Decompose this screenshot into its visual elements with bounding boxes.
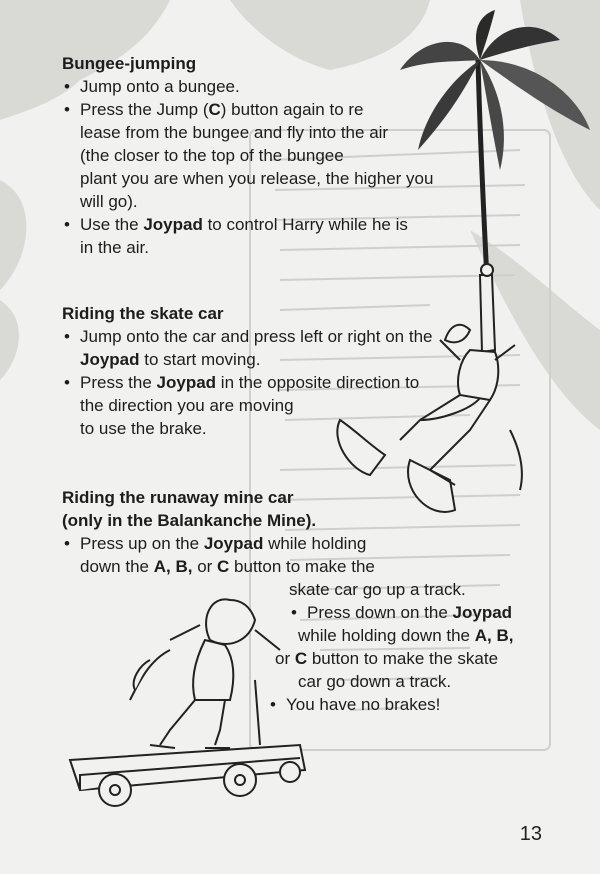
skate-b2-text-b: in the opposite direction to <box>216 373 420 392</box>
mine-b1-l2-b: or <box>192 557 218 576</box>
skate-b2-text: Press the <box>80 373 157 392</box>
skate-bullet-1: • Jump onto the car and press left or right on the <box>62 325 482 348</box>
bungee-b2-text-b: ) button again to re <box>220 100 364 119</box>
bungee-heading: Bungee-jumping <box>62 54 197 73</box>
skate-b2-line3: to use the brake. <box>80 419 207 438</box>
skate-heading: Riding the skate car <box>62 304 224 323</box>
bungee-bullet-1: • Jump onto a bungee. <box>62 75 462 98</box>
mine-bullet-2 <box>289 601 542 624</box>
bungee-b3-text: Use the <box>80 215 144 234</box>
mine-b2-text: Press down on the <box>307 603 453 622</box>
mine-section <box>62 486 542 716</box>
mine-b2-line2 <box>62 624 542 647</box>
bungee-b2-text: Press the Jump ( <box>80 100 209 119</box>
bungee-b3-key: Joypad <box>143 215 203 234</box>
bungee-bullet-2 <box>62 98 462 121</box>
skate-section <box>62 302 482 440</box>
mine-heading-2: (only in the Balankanche Mine). <box>62 511 317 530</box>
mine-b1-l2-key2: C <box>217 557 230 576</box>
mine-b2-l2-a: while holding down the <box>298 626 475 645</box>
mine-b2-l3-a: or <box>275 649 295 668</box>
mine-b1-l2-key1: A, B, <box>153 557 193 576</box>
bungee-bullet-3 <box>62 213 462 236</box>
mine-b2-l3-key: C <box>294 649 308 668</box>
mine-b1-l2-a: down the <box>80 557 154 576</box>
mine-heading-1: Riding the runaway mine car <box>62 488 294 507</box>
mine-b2-line3 <box>62 647 542 670</box>
mine-b2-key: Joypad <box>452 603 513 622</box>
skate-bullet-2 <box>62 371 482 394</box>
page-number: 13 <box>519 823 542 845</box>
bungee-b3-text-b: to control Harry while he is <box>202 215 408 234</box>
mine-bullet-1 <box>62 532 542 555</box>
bungee-b3-line2: in the air. <box>80 238 149 257</box>
bungee-b2-line2: lease from the bungee and fly into the air <box>80 123 389 142</box>
mine-b1-line2 <box>62 555 542 578</box>
mine-b1-text-b: while holding <box>263 534 367 553</box>
mine-b1-key: Joypad <box>203 534 264 553</box>
skate-b1-text: to start moving. <box>139 350 261 369</box>
mine-bullet-3: • You have no brakes! <box>268 693 542 716</box>
bungee-b2-line4: plant you are when you release, the higher you <box>80 169 434 188</box>
bungee-b2-line3: (the closer to the top of the bungee <box>80 146 344 165</box>
mine-b1-text: Press up on the <box>80 534 204 553</box>
mine-b1-l2-c: button to make the <box>229 557 375 576</box>
mine-b1-line3: skate car go up a track. <box>289 580 466 599</box>
bungee-section <box>62 52 462 259</box>
mine-b2-l3-b: button to make the skate <box>307 649 499 668</box>
skate-b1-line2 <box>62 348 482 371</box>
bungee-b2-line5: will go). <box>80 192 138 211</box>
skate-b1-key: Joypad <box>80 350 140 369</box>
mine-b2-l2-key: A, B, <box>474 626 514 645</box>
skate-b2-key: Joypad <box>156 373 217 392</box>
bungee-b2-key: C <box>208 100 221 119</box>
mine-b2-line4: car go down a track. <box>298 672 452 691</box>
skate-b2-line2: the direction you are moving <box>80 396 294 415</box>
